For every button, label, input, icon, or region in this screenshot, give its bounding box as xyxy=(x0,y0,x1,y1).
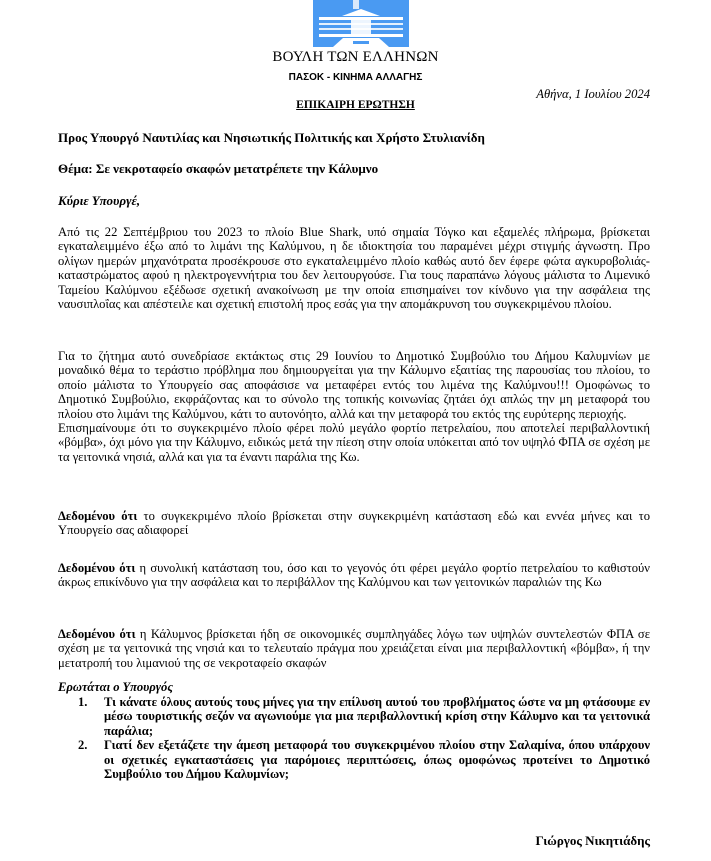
hellenic-parliament-logo-icon xyxy=(313,0,409,47)
paragraph-council-text: Για το ζήτημα αυτό συνεδρίασε εκτάκτως στις 29 Ιουνίου το Δημοτικό Συμβούλιο του Δήμου Καλυμνίων με μοναδικό θέμα το τεράστιο πρόβλημα που δημιουργείται για την Κάλυμνο εξαιτίας της παρουσίας του πλοίου, το οποίο μάλιστα το Υπουργείο σας αποφάσισε να μεταφέρει εντός του λιμένα της Καλύμνου!!! Ομοφώνως το Δημοτικό Συμβούλιο, εκφράζοντας και το σύνολο της τοπικής κοινωνίας ζητάει όχι απλώς την μη μεταφορά του πλοίου στο λιμάνι της Καλύμνου, κάτι το αυτονόητο, αλλά και την μεταφορά του εκτός της ευρύτερης περιοχής. xyxy=(58,349,650,421)
paragraph-given-3 xyxy=(58,627,650,670)
question-number: 2. xyxy=(78,738,88,753)
question-text: Τι κάνατε όλους αυτούς τους μήνες για την επίλυση αυτού του προβλήματος ώστε να μη φτάσουμε εν μέσω τουριστικής σεζόν να αγωνιούμε για μια περιβαλλοντική κρίση στην Κάλυμνο και τα γειτονικά παράλια; xyxy=(104,695,650,738)
document-date: Αθήνα, 1 Ιουλίου 2024 xyxy=(536,87,650,101)
paragraph-oil-cargo: Επισημαίνουμε ότι το συγκεκριμένο πλοίο φέρει πολύ μεγάλο φορτίο πετρελαίου, που αποτελεί περιβαλλοντική «βόμβα», όχι μόνο για την Κάλυμνο, ειδικώς μετά την πίεση στην οποία υπόκειται από τον υψηλό ΦΠΑ σε σχέση με τα γειτονικά νησιά, αλλά και για τα έναντι παράλια της Κω. xyxy=(58,421,650,464)
document-type-heading: ΕΠΙΚΑΙΡΗ ΕΡΩΤΗΣΗ xyxy=(296,99,415,111)
question-text: Γιατί δεν εξετάζετε την άμεση μεταφορά του συγκεκριμένου πλοίου στην Σαλαμίνα, όπου υπάρχουν οι σχετικές εγκαταστάσεις για παρόμοιες περιπτώσεις, όπως ομοφώνως προτείνει το Δημοτικό Συμβούλιο του Δήμου Καλυμνίων; xyxy=(104,738,650,782)
given-text: η συνολική κατάσταση του, όσο και το γεγονός ότι φέρει μεγάλο φορτίο πετρελαίου το καθιστούν άκρως επικίνδυνο για την ασφάλεια και το περιβάλλον της Καλύμνου και των γειτονικών παραλιών της Κω xyxy=(58,561,650,590)
parliament-name: ΒΟΥΛΗ ΤΩΝ ΕΛΛΗΝΩΝ xyxy=(272,49,439,65)
paragraph-given-1 xyxy=(58,509,650,538)
given-label: Δεδομένου ότι xyxy=(58,561,136,575)
questions-list xyxy=(58,695,650,781)
given-text: η Κάλυμνος βρίσκεται ήδη σε οικονομικές συμπληγάδες λόγω των υψηλών συντελεστών ΦΠΑ σε σχέση με τα γειτονικά της νησιά και το τελευταίο πράγμα που χρειάζεται είναι μια περιβαλλοντική «βόμβα», ή την μετατροπή του λιμανιού της σε νεκροταφείο σκαφών xyxy=(58,627,651,670)
paragraph-council-meeting xyxy=(58,349,650,464)
question-number: 1. xyxy=(78,695,88,709)
given-text: το συγκεκριμένο πλοίο βρίσκεται στην συγκεκριμένη κατάσταση εδώ και εννέα μήνες και το Υπουργείο σας αδιαφορεί xyxy=(58,509,650,538)
signature: Γιώργος Νικητιάδης xyxy=(535,833,650,848)
questions-intro: Ερωτάται ο Υπουργός xyxy=(58,680,173,694)
question-item xyxy=(78,738,650,782)
paragraph-given-2 xyxy=(58,561,650,590)
subject-line: Θέμα: Σε νεκροταφείο σκαφών μετατρέπετε την Κάλυμνο xyxy=(58,161,379,176)
recipient-line: Προς Υπουργό Ναυτιλίας και Νησιωτικής Πολιτικής και Χρήστο Στυλιανίδη xyxy=(58,130,485,145)
paragraph-background: Από τις 22 Σεπτέμβριου του 2023 το πλοίο Blue Shark, υπό σημαία Τόγκο και εξαμελές πλήρωμα, βρίσκεται εγκαταλειμμένο έξω από το λιμάνι της Καλύμνου, η δε ιδιοκτησία του παραμένει μέχρι στιγμής άγνωστη. Προ ολίγων ημερών μηχανότρατα προσέκρουσε στο εγκαταλειμμένο πλοίο καθώς αυτό δεν έφερε φώτα αγκυροβολιάς- καταστρώματος αφού η ηλεκτρογεννήτρια του δεν λειτουργούσε. Για τους παραπάνω λόγους μάλιστα το Λιμενικό Ταμείου Καλύμνου εξέδωσε σχετική ανακοίνωση με την οποία επισημαίνει τον κίνδυνο για την ασφάλεια της ναυσιπλοΐας και απέστειλε και σχετική επιστολή προς εσάς για την απομάκρυνση του συγκεκριμένου πλοίου. xyxy=(58,225,650,312)
party-name: ΠΑΣΟΚ - ΚΙΝΗΜΑ ΑΛΛΑΓΗΣ xyxy=(288,72,423,83)
given-label: Δεδομένου ότι xyxy=(58,509,138,523)
given-label: Δεδομένου ότι xyxy=(58,627,136,641)
salutation: Κύριε Υπουργέ, xyxy=(58,193,141,208)
question-item xyxy=(78,695,650,738)
